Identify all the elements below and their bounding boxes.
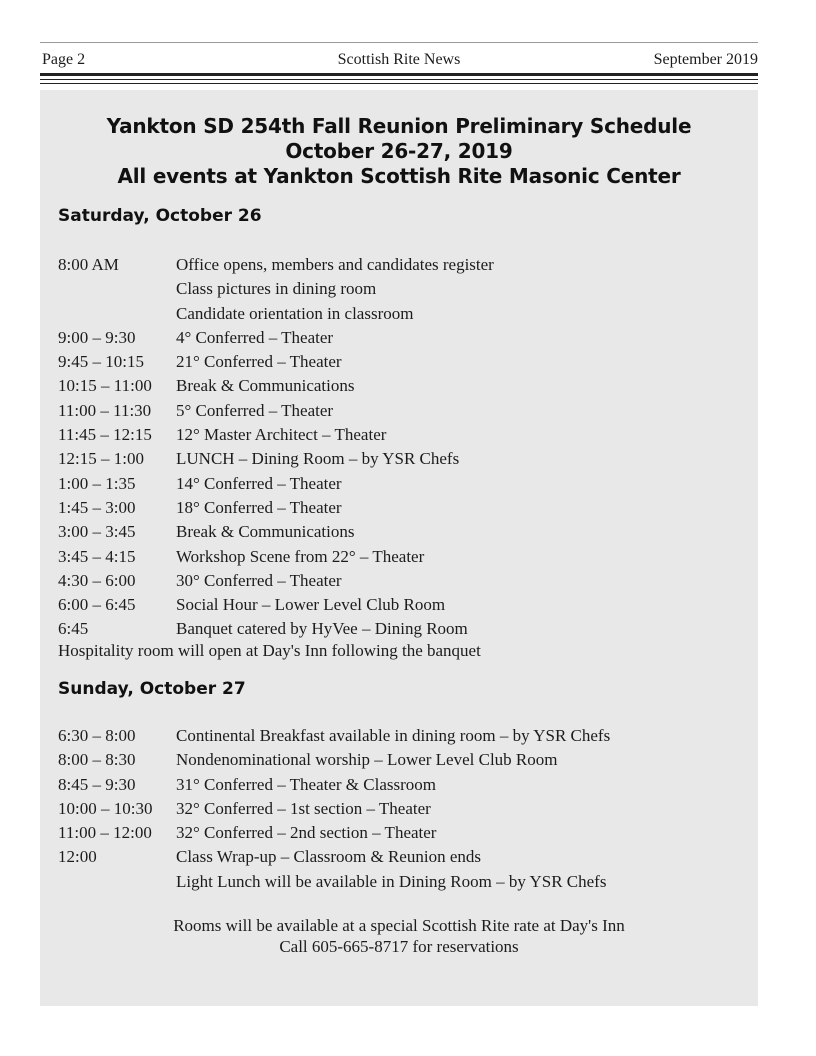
- schedule-row: [58, 326, 748, 350]
- schedule-row: [58, 253, 748, 277]
- page-number: Page 2: [42, 51, 86, 68]
- schedule-row: [58, 520, 748, 544]
- schedule-row: [58, 569, 748, 593]
- schedule-row: [58, 302, 748, 326]
- schedule-row: [58, 374, 748, 398]
- schedule-panel: [40, 90, 758, 1006]
- schedule-event: Candidate orientation in classroom: [176, 303, 414, 323]
- schedule-event: Social Hour – Lower Level Club Room: [176, 595, 446, 615]
- schedule-event: Nondenominational worship – Lower Level Club Room: [176, 750, 558, 770]
- schedule-event: Continental Breakfast available in dining room – by YSR Chefs: [176, 726, 611, 745]
- schedule-time: 8:00 AM: [58, 255, 119, 274]
- publication-name: Scottish Rite News: [337, 51, 461, 68]
- schedule-event: Light Lunch will be available in Dining Room – by YSR Chefs: [176, 871, 607, 891]
- schedule-time: 10:00 – 10:30: [58, 798, 153, 818]
- schedule-event: 21° Conferred – Theater: [176, 352, 342, 372]
- schedule-event: 5° Conferred – Theater: [176, 400, 334, 420]
- schedule-time: 8:45 – 9:30: [58, 774, 136, 794]
- schedule-row: [58, 748, 748, 772]
- schedule-row: [58, 797, 748, 821]
- schedule-row: [58, 545, 748, 569]
- schedule-event: 18° Conferred – Theater: [176, 497, 342, 517]
- rooms-note: Rooms will be available at a special Scottish Rite rate at Day's Inn: [173, 916, 625, 935]
- schedule-time: 8:00 – 8:30: [58, 750, 136, 770]
- schedule-row: [58, 277, 748, 301]
- schedule-title: Yankton SD 254th Fall Reunion Preliminary Schedule: [106, 114, 692, 138]
- reservation-phone: Call 605-665-8717 for reservations: [279, 937, 519, 956]
- schedule-event: 30° Conferred – Theater: [176, 570, 342, 590]
- sunday-heading: Sunday, October 27: [58, 679, 246, 699]
- schedule-time: 11:45 – 12:15: [58, 425, 152, 445]
- schedule-time: 12:00: [58, 847, 97, 867]
- schedule-time: 9:45 – 10:15: [58, 352, 144, 372]
- schedule-row: [58, 423, 748, 447]
- header-rule-thick: [40, 73, 758, 76]
- schedule-event: 32° Conferred – 1st section – Theater: [176, 798, 431, 818]
- schedule-time: 1:45 – 3:00: [58, 497, 136, 517]
- schedule-time: 12:15 – 1:00: [58, 449, 144, 469]
- schedule-time: 3:45 – 4:15: [58, 546, 136, 566]
- issue-date: September 2019: [653, 51, 758, 68]
- schedule-event: LUNCH – Dining Room – by YSR Chefs: [176, 449, 460, 469]
- schedule-row: [58, 870, 748, 894]
- schedule-row: [58, 447, 748, 471]
- schedule-row: [58, 821, 748, 845]
- schedule-time: 3:00 – 3:45: [58, 522, 136, 542]
- schedule-event: 32° Conferred – 2nd section – Theater: [176, 823, 437, 843]
- page-header: [40, 42, 758, 75]
- schedule-event: 14° Conferred – Theater: [176, 473, 342, 493]
- schedule-dates: October 26-27, 2019: [285, 139, 513, 163]
- schedule-row: [58, 350, 748, 374]
- header-rule-thin-lower: [40, 83, 758, 84]
- schedule-event: Class Wrap-up – Classroom & Reunion ends: [176, 847, 481, 867]
- schedule-time: 11:00 – 11:30: [58, 400, 152, 420]
- schedule-time: 1:00 – 1:35: [58, 473, 136, 493]
- hospitality-note: Hospitality room will open at Day's Inn following the banquet: [58, 641, 481, 660]
- sunday-schedule: [58, 724, 748, 894]
- schedule-row: [58, 593, 748, 617]
- saturday-schedule: [58, 253, 748, 642]
- schedule-event: 31° Conferred – Theater & Classroom: [176, 774, 437, 794]
- schedule-time: 10:15 – 11:00: [58, 376, 152, 396]
- schedule-row: [58, 399, 748, 423]
- schedule-event: Class pictures in dining room: [176, 279, 377, 299]
- schedule-row: [58, 773, 748, 797]
- schedule-time: 6:45: [58, 619, 89, 639]
- schedule-event: Office opens, members and candidates register: [176, 255, 494, 274]
- schedule-time: 6:30 – 8:00: [58, 726, 136, 745]
- schedule-time: 9:00 – 9:30: [58, 327, 136, 347]
- schedule-event: Break & Communications: [176, 522, 355, 542]
- schedule-row: [58, 724, 748, 748]
- schedule-row: [58, 472, 748, 496]
- schedule-event: 12° Master Architect – Theater: [176, 425, 387, 445]
- schedule-event: Break & Communications: [176, 376, 355, 396]
- schedule-event: Workshop Scene from 22° – Theater: [176, 546, 425, 566]
- schedule-row: [58, 496, 748, 520]
- schedule-time: 4:30 – 6:00: [58, 570, 136, 590]
- header-rule-thin: [40, 79, 758, 80]
- schedule-time: 11:00 – 12:00: [58, 823, 152, 843]
- schedule-location: All events at Yankton Scottish Rite Masonic Center: [117, 164, 681, 188]
- schedule-time: 6:00 – 6:45: [58, 595, 136, 615]
- saturday-heading: Saturday, October 26: [58, 206, 262, 226]
- schedule-event: Banquet catered by HyVee – Dining Room: [176, 619, 468, 639]
- schedule-event: 4° Conferred – Theater: [176, 327, 334, 347]
- schedule-row: [58, 845, 748, 869]
